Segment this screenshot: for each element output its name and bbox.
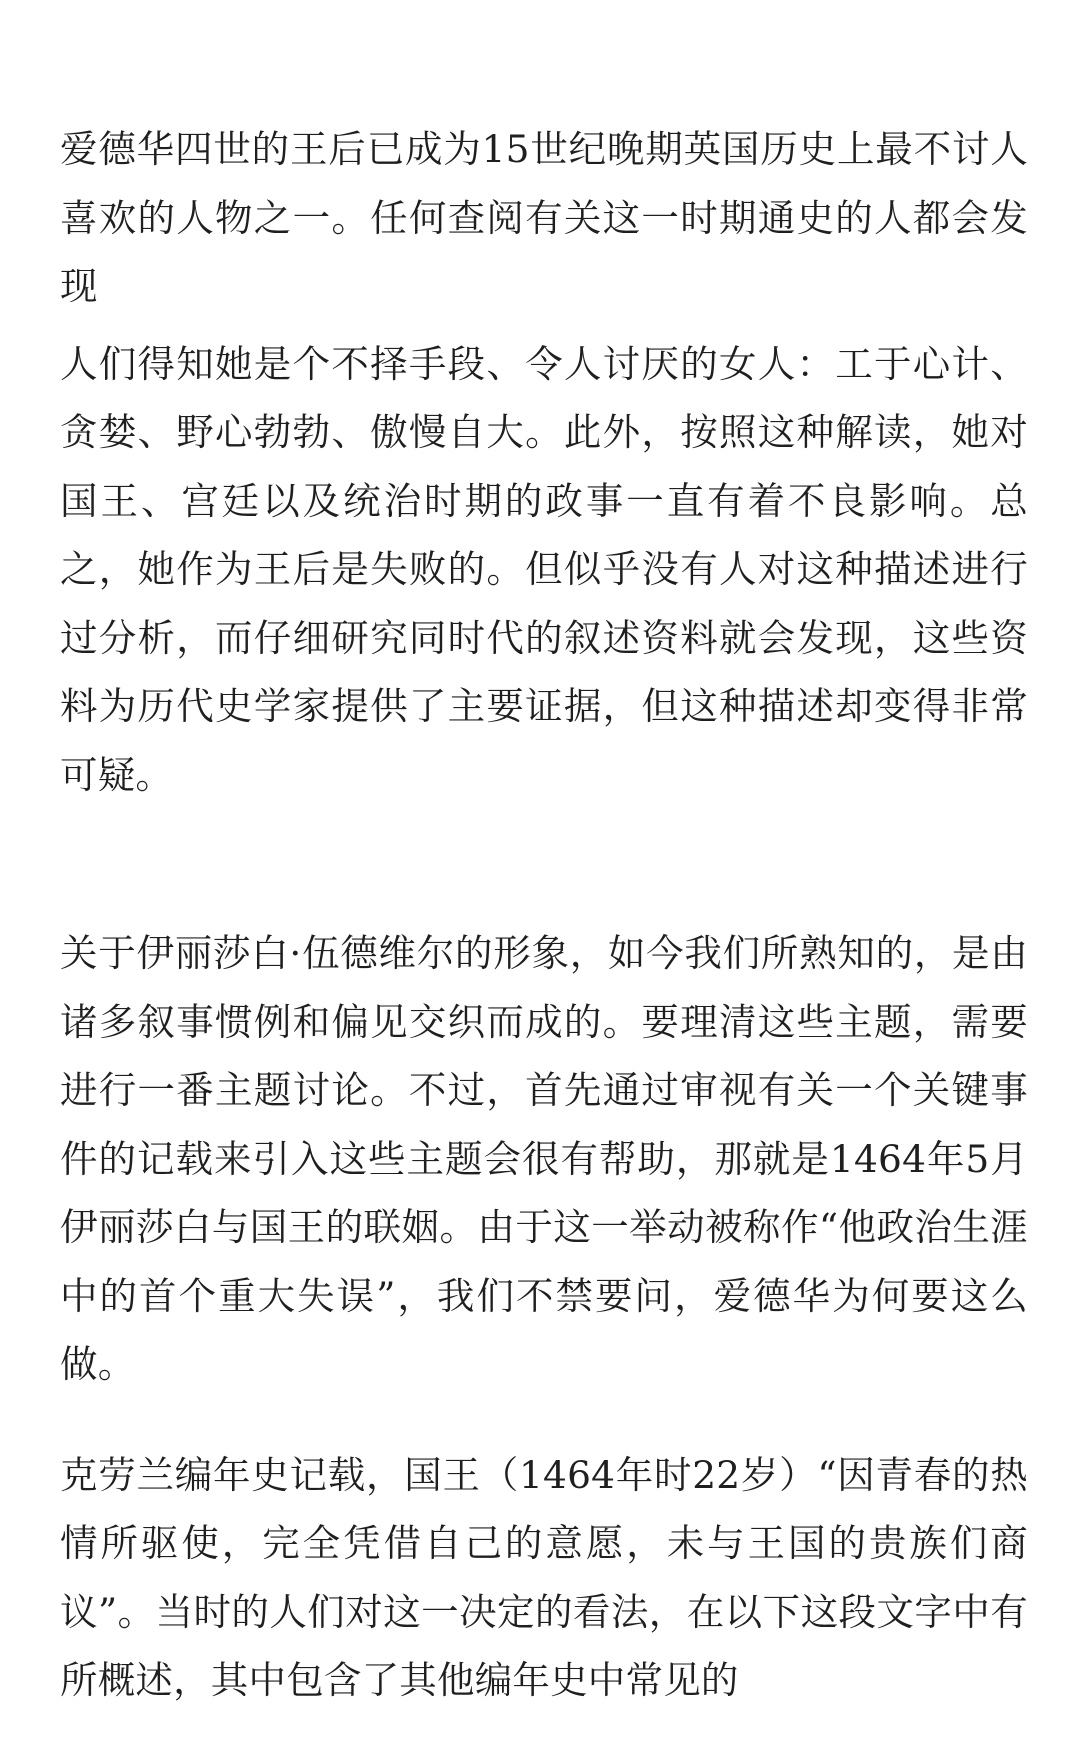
paragraph-2: 人们得知她是个不择手段、令人讨厌的女人：工于心计、贪婪、野心勃勃、傲慢自大。此外，按照这种解读，她对国王、宫廷以及统治时期的政事一直有着不良影响。总之，她作为王后是失败的。但似乎没有人对这种描述进行过分析，而仔细研究同时代的叙述资料就会发现，这些资料为历代史学家提供了主要证据，但这种描述却变得非常可疑。	[60, 341, 1028, 797]
paragraph-gap	[60, 321, 1028, 330]
article-body	[60, 115, 1028, 1715]
paragraph-4: 克劳兰编年史记载，国王（1464年时22岁）“因青春的热情所驱使，完全凭借自己的意愿，未与王国的贵族们商议”。当时的人们对这一决定的看法，在以下这段文字中有所概述，其中包含了其他编年史中常见的	[60, 1452, 1028, 1702]
paragraph-1: 爱德华四世的王后已成为15世纪晚期英国历史上最不讨人喜欢的人物之一。任何查阅有关这一时期通史的人都会发现	[60, 127, 1028, 308]
paragraph-3: 关于伊丽莎白·伍德维尔的形象，如今我们所熟知的，是由诸多叙事惯例和偏见交织而成的。要理清这些主题，需要进行一番主题讨论。不过，首先通过审视有关一个关键事件的记载来引入这些主题会很有帮助，那就是1464年5月伊丽莎白与国王的联姻。由于这一举动被称作“他政治生涯中的首个重大失误”，我们不禁要问，爱德华为何要这么做。	[60, 931, 1028, 1386]
paragraph-gap	[60, 1399, 1028, 1441]
paragraph-gap	[60, 809, 1028, 919]
